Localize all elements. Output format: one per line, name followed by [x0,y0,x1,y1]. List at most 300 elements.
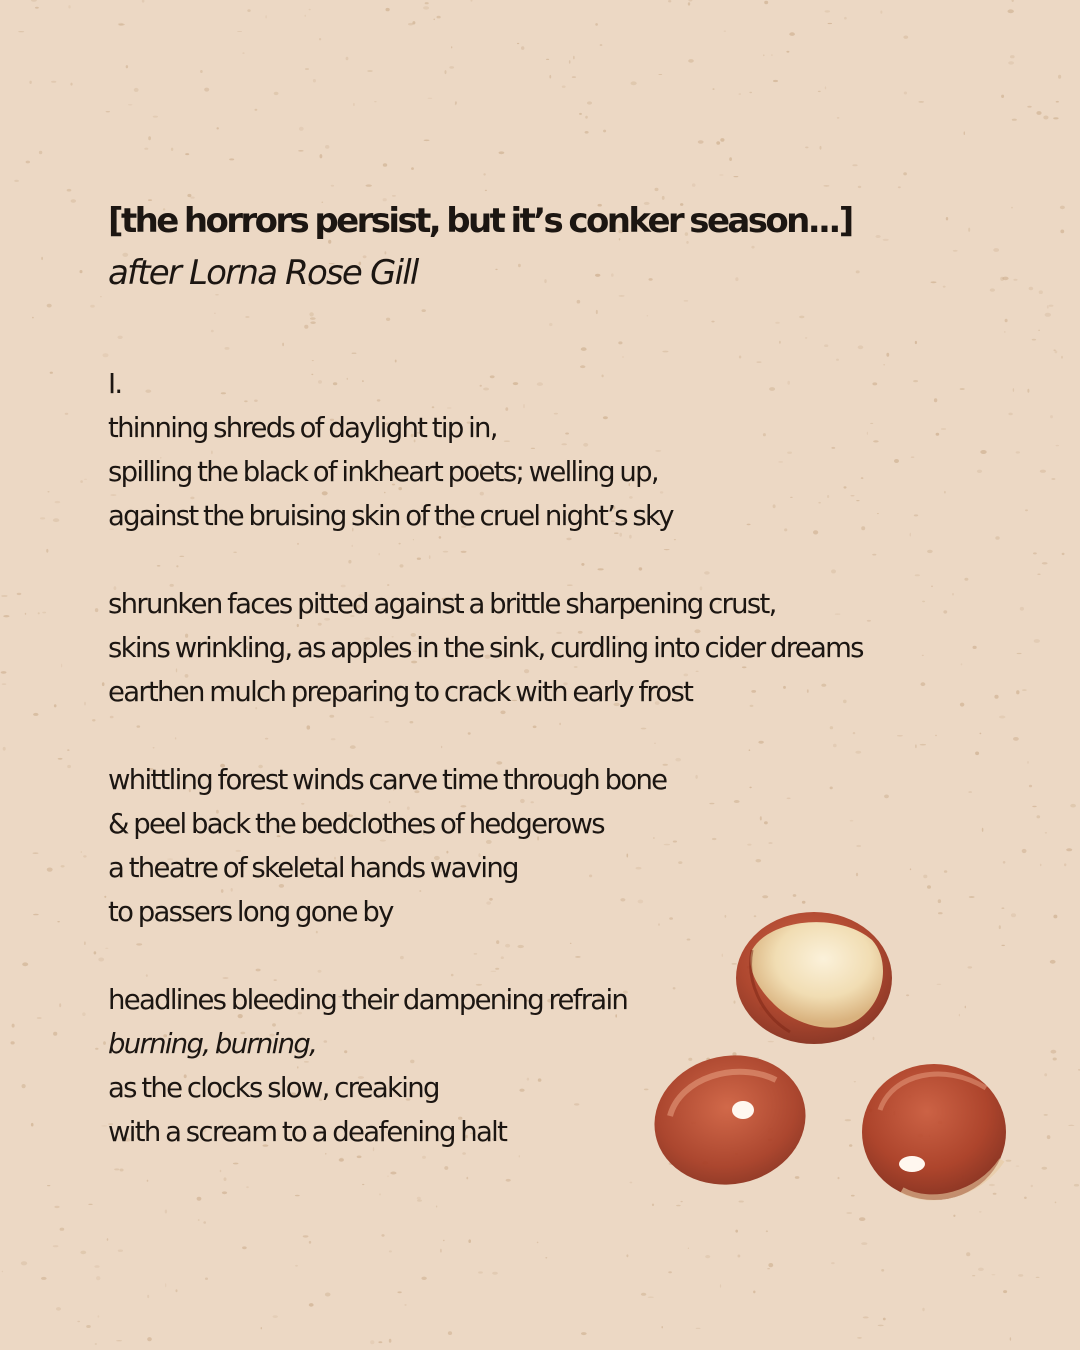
speckle [837,117,840,119]
speckle [205,1278,208,1280]
speckle [966,1252,970,1256]
speckle [21,1261,27,1265]
speckle [1008,61,1014,64]
speckle [562,86,566,88]
speckle [828,23,833,24]
speckle [198,1219,200,1221]
speckle [95,1048,98,1050]
poem-line: headlines bleeding their dampening refrain [108,984,628,1016]
speckle [581,1332,587,1335]
speckle [485,190,487,191]
speckle [147,1337,152,1341]
speckle [53,518,59,522]
speckle [938,899,941,903]
speckle [944,870,947,873]
speckle [200,70,203,73]
speckle [116,1340,122,1341]
speckle [1018,1274,1023,1277]
speckle [913,380,918,382]
speckle [31,1123,34,1127]
poem-line: against the bruising skin of the cruel night’s sky [108,500,673,532]
speckle [104,896,106,898]
speckle [878,1325,884,1327]
speckle [595,274,600,277]
speckle [304,325,308,329]
speckle [921,682,926,686]
speckle [41,257,43,260]
speckle [1024,1197,1027,1199]
speckle [771,54,773,56]
speckle [303,1235,309,1237]
speckle [863,1316,869,1318]
speckle [47,1185,50,1186]
speckle [903,172,907,175]
speckle [595,23,598,26]
speckle [98,1315,100,1317]
speckle [910,533,911,537]
speckle [48,491,50,492]
speckle [56,1307,61,1311]
speckle [1011,207,1013,209]
speckle [1016,690,1019,694]
speckle [148,136,151,140]
speckle [927,550,933,553]
speckle [999,716,1005,719]
speckle [313,79,316,82]
speckle [739,93,742,94]
speckle [1049,305,1054,307]
speckle [825,10,831,12]
speckle [103,353,109,357]
speckle [1034,639,1040,643]
speckle [378,1341,382,1343]
poem-line: skins wrinkling, as apples in the sink, curdling into cider dreams [108,632,863,664]
speckle [128,104,132,105]
speckle [437,16,441,19]
speckle [468,1239,471,1243]
speckle [51,81,56,83]
speckle [517,43,519,44]
speckle [86,1325,91,1328]
speckle [820,146,822,150]
speckle [134,88,139,92]
speckle [603,130,606,133]
speckle [1056,101,1059,103]
speckle [204,88,209,92]
speckle [295,1265,298,1267]
speckle [68,5,70,8]
speckle [1044,1073,1047,1076]
speckle [265,15,266,18]
speckle [943,610,947,613]
speckle [1056,445,1059,446]
speckle [968,228,970,232]
speckle [733,176,738,177]
speckle [914,514,918,516]
speckle [325,145,329,149]
speckle [626,1254,628,1257]
speckle [773,80,778,82]
speckle [1070,804,1076,808]
speckle [346,57,349,61]
speckle [1042,1167,1048,1170]
speckle [920,744,926,746]
poem-line: with a scream to a deafening halt [108,1116,507,1148]
speckle [386,318,390,321]
speckle [80,480,83,483]
speckle [17,593,22,595]
speckle [88,1204,92,1205]
speckle [877,513,879,514]
speckle [823,185,829,186]
speckle [118,23,124,26]
speckle [961,663,963,665]
speckle [927,885,931,889]
conker-left [642,1042,817,1199]
speckle [668,1271,672,1273]
speckle [858,345,864,349]
speckle [29,81,31,84]
speckle [518,264,521,267]
speckle [1033,552,1037,554]
speckle [768,1263,773,1267]
speckle [973,646,977,649]
speckle [40,517,45,519]
speckle [1008,9,1014,13]
speckle [55,501,61,503]
speckle [968,791,972,793]
speckle [261,1327,262,1329]
speckle [872,554,876,556]
speckle [1001,908,1004,909]
speckle [309,9,311,11]
speckle [367,70,373,72]
speckle [918,101,924,103]
speckle [960,388,965,390]
speckle [993,248,999,252]
speckle [975,752,979,756]
speckle [1058,75,1061,79]
speckle [61,865,65,867]
speckle [944,491,946,494]
speckle [521,46,524,50]
speckle [42,612,46,614]
speckle [451,46,452,48]
speckle [1022,849,1027,853]
speckle [1020,607,1024,611]
speckle [273,1315,278,1318]
speckle [1004,331,1006,333]
speckle [713,88,715,89]
poem-line: thinning shreds of daylight tip in, [108,412,497,444]
speckle [763,54,764,56]
speckle [883,239,889,241]
speckle [165,1210,167,1214]
speckle [1062,553,1065,555]
speckle [751,246,754,249]
speckle [934,398,937,402]
speckle [581,347,587,351]
speckle [688,1248,689,1249]
speckle [897,735,903,736]
speckle [118,1250,123,1252]
speckle [434,19,435,21]
speckle [720,138,724,142]
speckle [886,353,889,357]
speckle [647,315,648,316]
speckle [448,1331,452,1335]
speckle [53,1032,57,1036]
speckle [1013,279,1017,281]
speckle [309,312,313,316]
speckle [478,1271,483,1273]
speckle [824,344,828,347]
speckle [144,148,148,150]
speckle [688,2,690,5]
speckle [142,0,145,3]
speckle [1060,206,1065,210]
speckle [994,695,998,699]
speckle [107,1238,109,1241]
speckle [84,479,87,480]
speckle [641,1293,646,1296]
speckle [898,186,901,188]
speckle [649,278,653,281]
speckle [1013,737,1019,741]
poem-dedication: after Lorna Rose Gill [108,253,418,293]
speckle [1027,761,1029,764]
speckle [1010,1337,1011,1340]
speckle [386,8,390,11]
speckle [738,1255,741,1258]
speckle [22,962,28,966]
speckle [1012,119,1017,121]
speckle [873,440,879,442]
speckle [1064,863,1066,866]
speckle [825,86,826,89]
speckle [720,1284,721,1288]
speckle [46,549,48,553]
speckle [217,127,219,129]
speckle [915,744,916,748]
speckle [1066,848,1072,851]
speckle [852,164,857,166]
poem-line: as the clocks slow, creaking [108,1072,439,1104]
speckle [25,613,26,615]
speckle [1043,116,1048,120]
speckle [1047,305,1049,308]
speckle [33,914,39,916]
speckle [310,321,315,324]
speckle [972,1275,975,1276]
speckle [549,323,552,326]
speckle [946,217,948,220]
speckle [764,1,768,4]
speckle [1032,806,1036,807]
speckle [309,1303,314,1307]
speckle [374,101,377,102]
speckle [941,428,946,429]
speckle [282,343,284,347]
speckle [54,704,57,707]
speckle [14,180,19,182]
speckle [1036,1277,1040,1278]
speckle [1061,356,1063,359]
speckle [90,305,95,308]
speckle [1050,960,1056,964]
speckle [931,586,933,588]
speckle [70,83,72,86]
speckle [1005,319,1008,323]
speckle [38,612,40,614]
speckle [648,1297,654,1298]
speckle [471,0,473,2]
speckle [836,359,839,361]
speckle [33,713,38,716]
speckle [1010,55,1015,58]
speckle [585,116,588,119]
speckle [1053,1058,1057,1061]
speckle [911,457,915,458]
speckle [622,356,624,358]
speckle [684,300,689,301]
speckle [57,921,60,922]
speckle [876,235,881,238]
speckle [58,758,63,760]
speckle [3,615,9,617]
speckle [26,161,30,164]
speckle [71,199,76,202]
speckle [872,382,877,385]
speckle [867,432,868,435]
speckle [39,151,42,154]
speckle [724,31,726,32]
speckle [922,1308,924,1311]
speckle [960,703,964,707]
speckle [165,1283,166,1287]
speckle [1040,864,1042,867]
speckle [1051,478,1055,479]
speckle [408,23,413,26]
speckle [370,1340,374,1344]
speckle [331,185,334,187]
speckle [1012,0,1014,2]
speckle [982,828,984,832]
speckle [923,875,927,879]
speckle [95,608,98,612]
speckle [2,1271,3,1272]
speckle [936,433,940,436]
speckle [225,347,230,350]
speckle [1022,689,1027,691]
speckle [381,1234,384,1237]
speckle [274,92,279,95]
speckle [247,9,250,12]
speckle [805,337,807,339]
speckle [964,578,968,581]
speckle [569,60,571,64]
speckle [47,868,53,872]
speckle [1016,451,1020,453]
speckle [495,269,497,270]
speckle [383,163,387,167]
speckle [1017,653,1022,654]
speckle [883,1318,886,1321]
speckle [1060,230,1064,234]
speckle [106,111,110,112]
speckle [299,127,304,131]
speckle [176,1289,178,1292]
speckle [980,450,986,454]
speckle [18,31,24,32]
speckle [103,1041,106,1045]
speckle [242,1246,247,1249]
speckle [309,1241,311,1244]
speckle [305,68,309,70]
speckle [545,1257,547,1258]
speckle [1045,313,1051,317]
speckle [1074,1184,1079,1187]
speckle [579,113,582,115]
poem-line-italic: burning, burning, [108,1028,317,1060]
speckle [67,749,69,751]
speckle [705,1255,710,1258]
speckle [1038,330,1040,331]
speckle [978,1268,984,1271]
speckle [425,2,429,4]
speckle [94,951,97,954]
speckle [53,1245,59,1247]
speckle [65,413,69,415]
speckle [952,593,953,596]
stanza-3 [108,758,863,934]
speckle [325,1293,331,1297]
speckle [397,1291,401,1293]
stanza-1 [108,406,863,538]
speckle [1,671,7,674]
speckle [82,1012,85,1016]
speckle [352,353,357,354]
speckle [33,852,39,854]
speckle [31,0,37,2]
speckle [436,1206,437,1208]
speckle [943,286,946,288]
speckle [101,1125,107,1126]
speckle [711,321,714,323]
speckle [320,154,323,158]
speckle [735,1230,738,1233]
speckle [59,1003,61,1007]
speckle [980,733,982,735]
speckle [904,92,907,95]
speckle [767,1268,770,1269]
speckle [84,702,86,706]
speckle [884,364,885,365]
speckle [964,131,965,135]
speckle [203,1221,206,1224]
speckle [421,1277,426,1280]
speckle [83,855,86,857]
speckle [1040,470,1046,473]
speckle [1053,915,1057,919]
speckle [619,295,625,297]
poem-line: & peel back the bedclothes of hedgerows [108,808,604,840]
speckle [1055,351,1058,354]
speckle [775,322,779,324]
speckle [242,52,244,54]
speckle [424,140,430,142]
speckle [600,44,603,46]
